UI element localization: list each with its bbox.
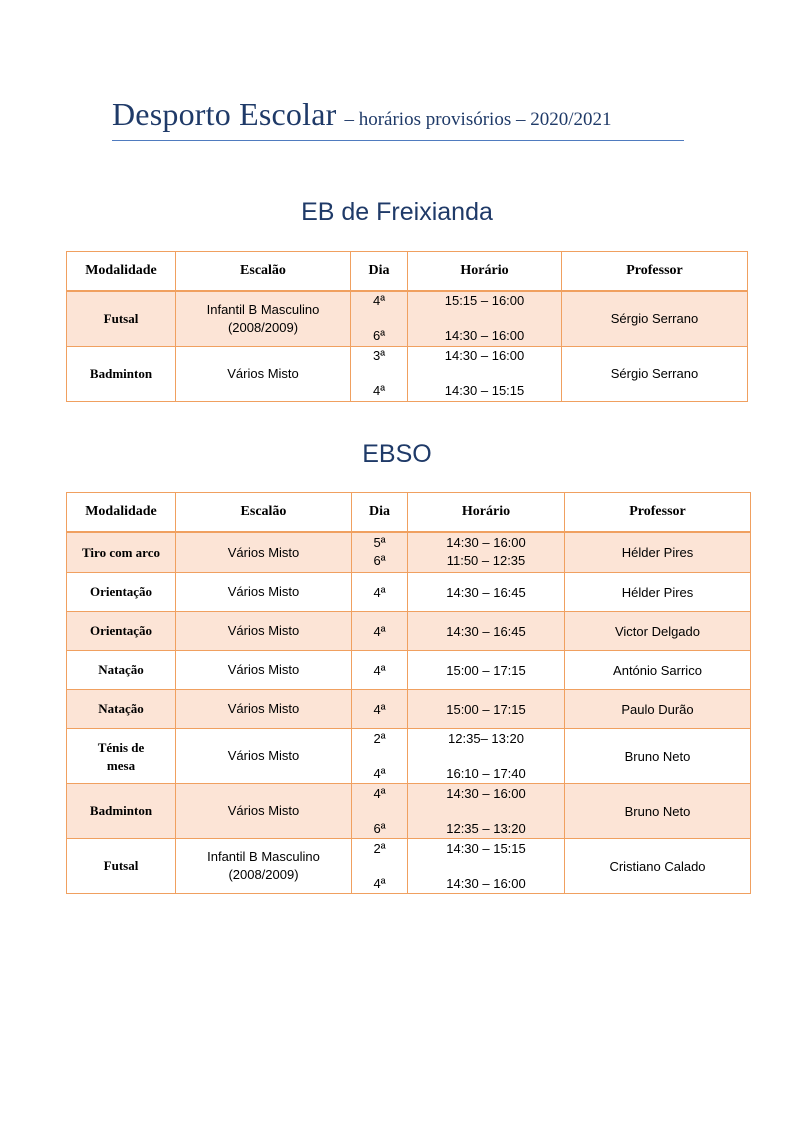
cell-escalao: Vários Misto: [176, 784, 352, 839]
cell-professor: António Sarrico: [565, 651, 751, 690]
cell-modalidade: Futsal: [67, 839, 176, 894]
cell-dia: 4ª: [352, 573, 408, 612]
schedule-table-freixianda: [66, 251, 748, 402]
section-title-ebso: EBSO: [362, 440, 432, 468]
cell-escalao: Vários Misto: [176, 346, 351, 401]
header-modalidade: Modalidade: [67, 252, 176, 292]
cell-professor: Sérgio Serrano: [562, 346, 748, 401]
cell-professor: Hélder Pires: [565, 573, 751, 612]
cell-escalao: Vários Misto: [176, 573, 352, 612]
table-header-row: [67, 493, 751, 533]
cell-horario: [408, 532, 565, 573]
cell-dia: 4ª: [352, 651, 408, 690]
cell-professor: Victor Delgado: [565, 612, 751, 651]
dia-1: 3ª: [372, 348, 386, 363]
schedule-table-ebso: [66, 492, 751, 894]
header-horario: Horário: [408, 493, 565, 533]
cell-modalidade: Tiro com arco: [67, 532, 176, 573]
hora-2: 16:10 – 17:40: [446, 765, 526, 781]
cell-dia: [352, 729, 408, 784]
cell-dia: 4ª: [352, 612, 408, 651]
hora-1: 14:30 – 16:00: [446, 785, 526, 801]
cell-dia: [352, 839, 408, 894]
cell-escalao: Vários Misto: [176, 729, 352, 784]
dia-1: 4ª: [372, 293, 386, 309]
cell-horario: [408, 346, 562, 401]
cell-modalidade: Badminton: [67, 784, 176, 839]
section-title-freixianda: EB de Freixianda: [301, 198, 493, 226]
hora-2: 14:30 – 16:00: [446, 875, 526, 891]
hora-2: 12:35 – 13:20: [446, 820, 526, 836]
table-row: [67, 784, 751, 839]
hora-1: 12:35– 13:20: [448, 730, 524, 746]
cell-horario: 14:30 – 16:45: [408, 612, 565, 651]
cell-professor: Bruno Neto: [565, 784, 751, 839]
dia-2: 4ª: [372, 383, 386, 398]
dia-1: 2ª: [373, 730, 386, 746]
cell-escalao: Infantil B Masculino (2008/2009): [176, 839, 352, 894]
cell-dia: [351, 291, 408, 346]
hora-1: 15:15 – 16:00: [444, 293, 525, 309]
table-row: [67, 346, 748, 401]
table-row: [67, 532, 751, 573]
dia-2: 6ª: [373, 820, 386, 836]
cell-modalidade: Natação: [67, 651, 176, 690]
cell-horario: 15:00 – 17:15: [408, 690, 565, 729]
cell-horario: [408, 839, 565, 894]
cell-professor: Hélder Pires: [565, 532, 751, 573]
cell-modalidade: Orientação: [67, 573, 176, 612]
cell-horario: 14:30 – 16:45: [408, 573, 565, 612]
dia-2: 6ª: [372, 328, 386, 344]
header-escalao: Escalão: [176, 252, 351, 292]
cell-escalao: Vários Misto: [176, 651, 352, 690]
cell-horario: [408, 291, 562, 346]
cell-modalidade: [67, 729, 176, 784]
cell-escalao: Infantil B Masculino (2008/2009): [176, 291, 351, 346]
header-dia: Dia: [352, 493, 408, 533]
table-row: [67, 291, 748, 346]
cell-horario: [408, 729, 565, 784]
table-row: [67, 690, 751, 729]
page-title: [112, 96, 684, 141]
dia-2: 4ª: [373, 765, 386, 781]
hora-1: 14:30 – 16:00: [446, 535, 526, 550]
title-subtitle: – horários provisórios – 2020/2021: [344, 109, 612, 130]
header-professor: Professor: [565, 493, 751, 533]
modalidade-text: Ténis de mesa: [97, 740, 145, 773]
cell-professor: Paulo Durão: [565, 690, 751, 729]
header-horario: Horário: [408, 252, 562, 292]
table-row: [67, 573, 751, 612]
header-professor: Professor: [562, 252, 748, 292]
table-row: [67, 729, 751, 784]
cell-professor: Bruno Neto: [565, 729, 751, 784]
cell-dia: 4ª: [352, 690, 408, 729]
cell-horario: [408, 784, 565, 839]
dia-1: 2ª: [373, 840, 386, 856]
cell-horario: 15:00 – 17:15: [408, 651, 565, 690]
cell-modalidade: Badminton: [67, 346, 176, 401]
hora-2: 14:30 – 16:00: [444, 328, 525, 344]
dia-2: 4ª: [373, 875, 386, 891]
cell-dia: [352, 784, 408, 839]
dia-1: 5ª: [373, 535, 386, 550]
hora-2: 11:50 – 12:35: [446, 553, 526, 568]
cell-escalao: Vários Misto: [176, 612, 352, 651]
cell-modalidade: Orientação: [67, 612, 176, 651]
header-escalao: Escalão: [176, 493, 352, 533]
cell-dia: [352, 532, 408, 573]
dia-1: 4ª: [373, 785, 386, 801]
hora-1: 14:30 – 16:00: [444, 348, 525, 363]
header-modalidade: Modalidade: [67, 493, 176, 533]
cell-modalidade: Futsal: [67, 291, 176, 346]
hora-2: 14:30 – 15:15: [444, 383, 525, 398]
header-dia: Dia: [351, 252, 408, 292]
cell-escalao: Vários Misto: [176, 532, 352, 573]
cell-escalao: Vários Misto: [176, 690, 352, 729]
cell-dia: [351, 346, 408, 401]
table-row: [67, 612, 751, 651]
cell-professor: Cristiano Calado: [565, 839, 751, 894]
hora-1: 14:30 – 15:15: [446, 840, 526, 856]
title-main: Desporto Escolar: [112, 96, 337, 132]
table-row: [67, 651, 751, 690]
table-row: [67, 839, 751, 894]
cell-modalidade: Natação: [67, 690, 176, 729]
table-header-row: [67, 252, 748, 292]
dia-2: 6ª: [373, 553, 386, 568]
cell-professor: Sérgio Serrano: [562, 291, 748, 346]
